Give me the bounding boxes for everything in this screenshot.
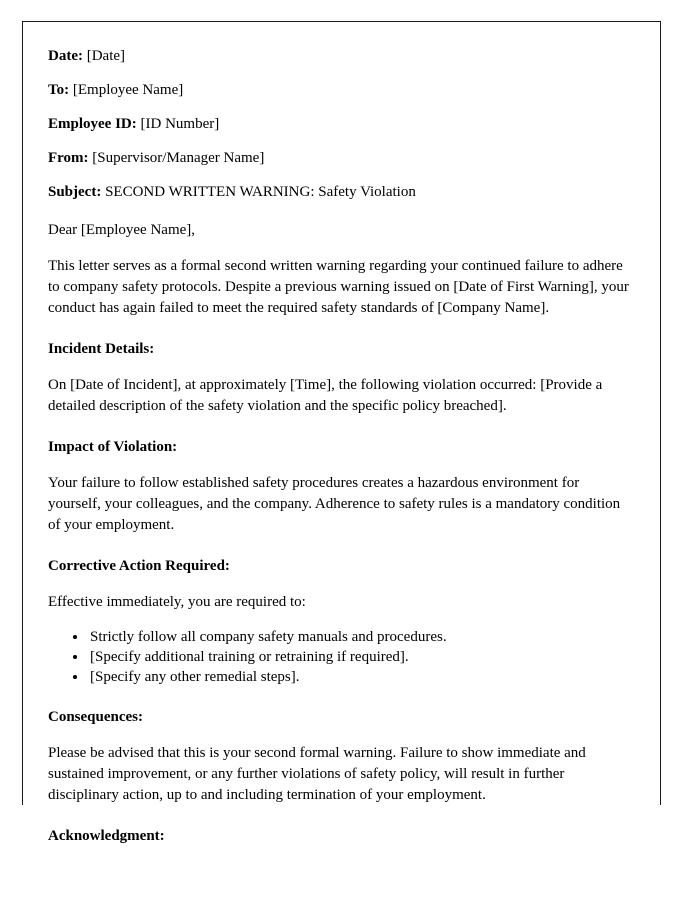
meta-value-date: [Date] [86,48,126,64]
document-body [23,22,660,846]
paragraph-consequences: Please be advised that this is your second formal warning. Failure to show immediate and sustained improvement, or any further violations of safety policy, will result in further disciplinary action, up to and including termination of your employment. [48,745,586,803]
salutation: Dear [Employee Name], [48,222,196,238]
paragraph-corrective-action-lead-in: Effective immediately, you are required to: [48,594,306,610]
meta-label-subject: Subject: [48,184,102,200]
document-page [22,21,661,844]
paragraph-impact-of-violation: Your failure to follow established safety procedures creates a hazardous environment for yourself, your colleagues, and the company. Adherence to safety rules is a mandatory condition of your employment. [48,475,621,533]
list-item: • [Specify additional training or retraining if required]. [88,647,630,667]
meta-row-employee-id [48,114,630,134]
list-item: • Strictly follow all company safety manuals and procedures. [88,627,630,647]
heading-acknowledgment: Acknowledgment: [48,828,165,844]
heading-incident-details: Incident Details: [48,341,155,357]
letter-header-fields [48,46,630,202]
meta-label-from: From: [48,150,89,166]
meta-value-from: [Supervisor/Manager Name] [92,150,265,166]
heading-consequences: Consequences: [48,709,144,725]
heading-corrective-action-required: Corrective Action Required: [48,558,230,574]
opening-paragraph: This letter serves as a formal second written warning regarding your continued failure to adhere to company safety protocols. Despite a previous warning issued on [Date of First Warning], your conduct has again failed to meet the required safety standards of [Company Name]. [48,258,629,316]
corrective-action-list [48,627,630,687]
meta-row-subject [48,182,630,202]
heading-impact-of-violation: Impact of Violation: [48,439,178,455]
meta-label-date: Date: [48,48,83,64]
meta-label-to: To: [48,82,70,98]
meta-row-from [48,148,630,168]
meta-value-subject: SECOND WRITTEN WARNING: Safety Violation [105,184,416,200]
meta-value-to: [Employee Name] [72,82,184,98]
meta-value-employee-id: [ID Number] [140,116,220,132]
meta-row-to [48,80,630,100]
list-item: • [Specify any other remedial steps]. [88,667,630,687]
paragraph-incident-details: On [Date of Incident], at approximately [Time], the following violation occurred: [Provide a detailed description of the safety violation and the specific policy breached]. [48,377,603,414]
meta-row-date [48,46,630,66]
meta-label-employee-id: Employee ID: [48,116,137,132]
